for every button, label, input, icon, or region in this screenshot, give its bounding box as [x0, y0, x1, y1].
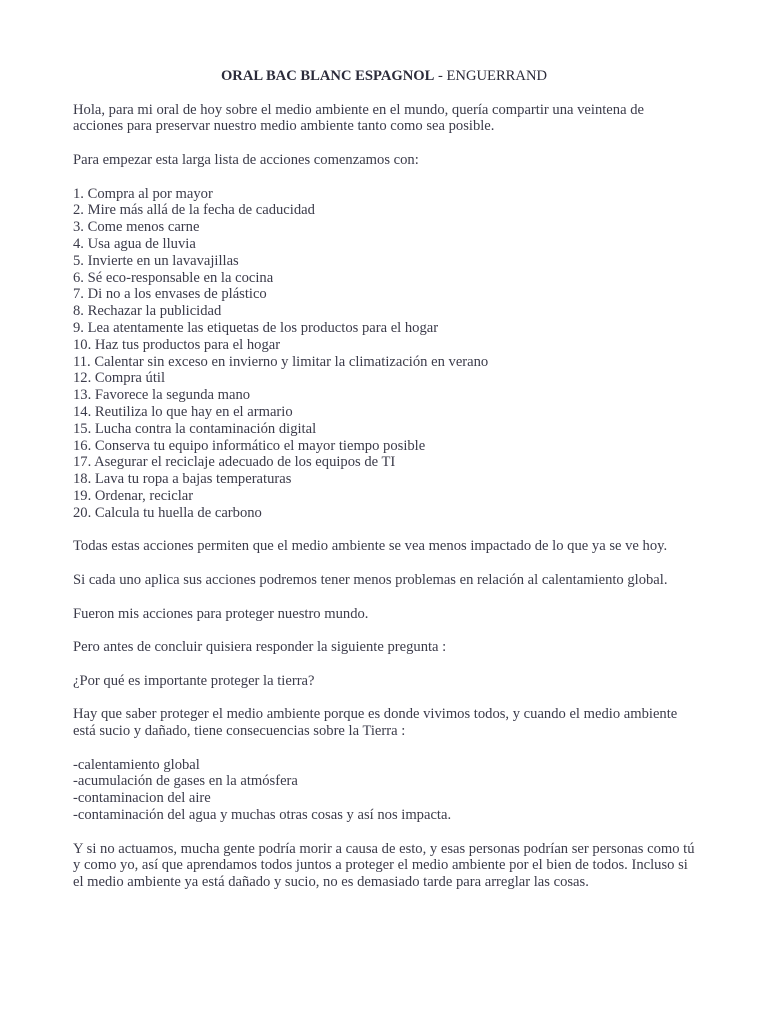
action-item: 2. Mire más allá de la fecha de caducidad: [73, 202, 315, 219]
title-author: - ENGUERRAND: [434, 68, 548, 84]
action-item: 13. Favorece la segunda mano: [73, 387, 251, 404]
action-item: 1. Compra al por mayor: [73, 185, 213, 202]
action-item: 8. Rechazar la publicidad: [73, 303, 222, 320]
consequence-item: -contaminacion del aire: [73, 790, 211, 807]
action-item: 9. Lea atentamente las etiquetas de los productos para el hogar: [73, 319, 439, 336]
action-item: 11. Calentar sin exceso en invierno y limitar la climatización en verano: [73, 353, 489, 370]
document-title: [73, 68, 695, 85]
action-item: 7. Di no a los envases de plástico: [73, 286, 267, 303]
action-item: 16. Conserva tu equipo informático el mayor tiempo posible: [73, 437, 426, 454]
conclusion-paragraph: Y si no actuamos, mucha gente podría morir a causa de esto, y esas personas podrían ser personas como tú y como yo, así que aprendamos todos juntos a proteger el medio ambiente por el bien de todos. Incluso si el medio ambiente ya está dañado y sucio, no es demasiado tarde para arreglar las cosas.: [73, 840, 695, 891]
action-item: 20. Calcula tu huella de carbono: [73, 504, 262, 521]
action-item: 3. Come menos carne: [73, 219, 200, 236]
global-warming-paragraph: Si cada uno aplica sus acciones podremos tener menos problemas en relación al calentamiento global.: [73, 571, 668, 588]
action-item: 5. Invierte en un lavavajillas: [73, 252, 239, 269]
consequence-item: -acumulación de gases en la atmósfera: [73, 773, 298, 790]
action-item: 10. Haz tus productos para el hogar: [73, 336, 281, 353]
consequence-item: -calentamiento global: [73, 756, 200, 773]
action-item: 18. Lava tu ropa a bajas temperaturas: [73, 471, 292, 488]
action-item: 14. Reutiliza lo que hay en el armario: [73, 403, 293, 420]
action-item: 19. Ordenar, reciclar: [73, 487, 194, 504]
document-body: [73, 68, 695, 908]
consequences-list: [73, 757, 695, 824]
action-item: 12. Compra útil: [73, 370, 166, 387]
question-intro-paragraph: Pero antes de concluir quisiera responder la siguiente pregunta :: [73, 639, 447, 656]
lead-paragraph: Para empezar esta larga lista de acciones comenzamos con:: [73, 151, 419, 168]
intro-paragraph: Hola, para mi oral de hoy sobre el medio ambiente en el mundo, quería compartir una veintena de acciones para preservar nuestro medio ambiente tanto como sea posible.: [73, 101, 644, 135]
action-item: 6. Sé eco-responsable en la cocina: [73, 269, 274, 286]
actions-list: [73, 186, 695, 522]
impact-paragraph: Todas estas acciones permiten que el medio ambiente se vea menos impactado de lo que ya se ve hoy.: [73, 538, 668, 555]
question-heading: ¿Por qué es importante proteger la tierra?: [73, 672, 315, 689]
closing-actions-paragraph: Fueron mis acciones para proteger nuestro mundo.: [73, 605, 369, 622]
action-item: 17. Asegurar el reciclaje adecuado de los equipos de TI: [73, 454, 396, 471]
title-main: ORAL BAC BLANC ESPAGNOL: [220, 68, 435, 84]
action-item: 4. Usa agua de lluvia: [73, 235, 196, 252]
action-item: 15. Lucha contra la contaminación digital: [73, 420, 317, 437]
consequence-item: -contaminación del agua y muchas otras cosas y así nos impacta.: [73, 807, 452, 824]
answer-paragraph: Hay que saber proteger el medio ambiente porque es donde vivimos todos, y cuando el medio ambiente está sucio y dañado, tiene consecuencias sobre la Tierra :: [73, 706, 678, 740]
